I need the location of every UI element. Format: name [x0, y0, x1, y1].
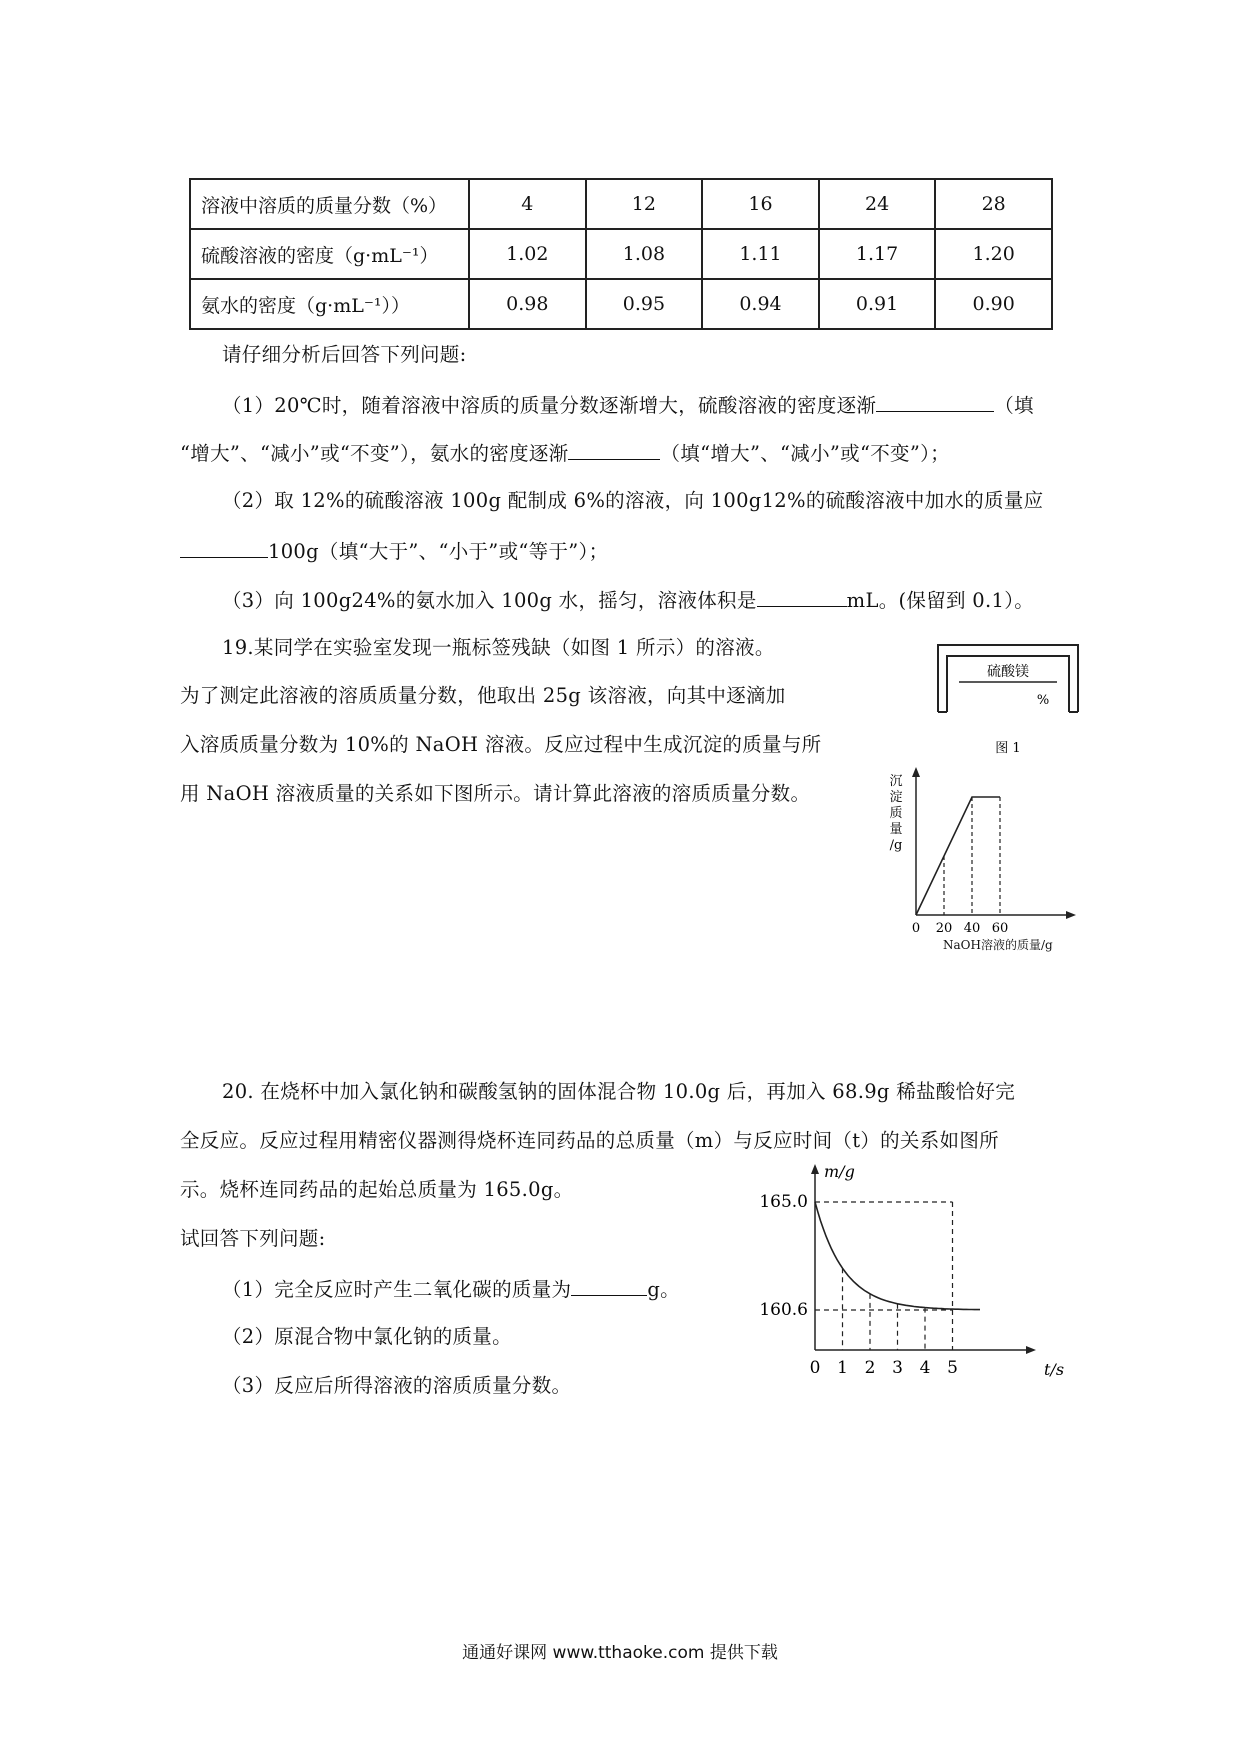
y-label-char: 淀 — [889, 790, 903, 805]
x-tick-label: 2 — [864, 1358, 876, 1378]
density-table — [189, 178, 1053, 330]
table-cell: 12 — [586, 179, 703, 229]
y-label-char: 沉 — [889, 774, 903, 789]
x-axis-arrow — [1066, 911, 1076, 919]
table-cell: 0.91 — [819, 279, 936, 329]
x-tick-label: 40 — [963, 921, 981, 936]
table-cell: 1.11 — [702, 229, 819, 279]
table-cell: 4 — [469, 179, 586, 229]
answer-blank[interactable] — [568, 437, 660, 460]
q18-text: （填 — [994, 394, 1034, 417]
table-cell: 氨水的密度（g·mL⁻¹）） — [190, 279, 469, 329]
label-name: 硫酸镁 — [987, 664, 1029, 680]
q19-line1: 19.某同学在实验室发现一瓶标签残缺（如图 1 所示）的溶液。 — [222, 636, 775, 659]
answer-blank[interactable] — [757, 584, 847, 607]
x-axis-label: t/s — [1044, 1360, 1065, 1379]
y-axis-arrow — [912, 767, 920, 777]
x-tick-label: 5 — [947, 1358, 958, 1378]
x-tick-label: 1 — [837, 1358, 848, 1378]
y-tick-label: 165.0 — [759, 1192, 808, 1212]
answer-blank[interactable] — [180, 535, 268, 558]
q18-text: （1）20℃时，随着溶液中溶质的质量分数逐渐增大，硫酸溶液的密度逐渐 — [222, 394, 877, 417]
page-footer: 通通好课网 www.tthaoke.com 提供下载 — [462, 1643, 778, 1663]
q19-line4: 用 NaOH 溶液质量的关系如下图所示。请计算此溶液的溶质质量分数。 — [180, 782, 811, 805]
table-row — [190, 179, 1052, 229]
q19-line2: 为了测定此溶液的溶质质量分数，他取出 25g 该溶液，向其中逐滴加 — [180, 684, 786, 707]
y-axis-arrow — [811, 1164, 819, 1174]
q18-text: （3）向 100g24%的氨水加入 100g 水，摇匀，溶液体积是 — [222, 589, 757, 612]
label-percent: % — [1036, 693, 1050, 708]
q20-text: （1）完全反应时产生二氧化碳的质量为 — [222, 1278, 572, 1301]
q20-part3: （3）反应后所得溶液的溶质质量分数。 — [222, 1374, 572, 1397]
q20-part2: （2）原混合物中氯化钠的质量。 — [222, 1325, 512, 1348]
q18-part3 — [222, 584, 1034, 616]
q18-text: 100g（填“大于”、“小于”或“等于”）； — [268, 540, 609, 563]
table-cell: 0.94 — [702, 279, 819, 329]
x-tick-label: 60 — [991, 921, 1009, 936]
table-cell: 1.17 — [819, 229, 936, 279]
table-cell: 0.95 — [586, 279, 703, 329]
table-cell: 16 — [702, 179, 819, 229]
x-tick-label: 0 — [809, 1358, 821, 1378]
y-tick-label: 160.6 — [759, 1300, 808, 1320]
x-tick-label: 4 — [919, 1358, 931, 1378]
q19-line3: 入溶质质量分数为 10%的 NaOH 溶液。反应过程中生成沉淀的质量与所 — [180, 733, 822, 756]
figure-caption: 图 1 — [995, 741, 1021, 756]
q18-intro: 请仔细分析后回答下列问题: — [222, 343, 467, 366]
table-cell: 24 — [819, 179, 936, 229]
table-row — [190, 279, 1052, 329]
reagent-bottle-label-figure — [935, 640, 1095, 760]
mass-series-line — [815, 1202, 980, 1310]
q18-part1-line1 — [222, 389, 1034, 421]
x-tick-label: 3 — [892, 1358, 903, 1378]
q20-line2: 全反应。反应过程用精密仪器测得烧杯连同药品的总质量（m）与反应时间（t）的关系如图所 — [180, 1129, 999, 1152]
y-label-char: 量 — [889, 822, 903, 837]
table-cell: 0.90 — [935, 279, 1052, 329]
q20-text: g。 — [647, 1278, 680, 1301]
table-cell: 28 — [935, 179, 1052, 229]
q18-part1-line2 — [180, 437, 950, 469]
table-row — [190, 229, 1052, 279]
x-axis-label: NaOH溶液的质量/g — [943, 938, 1053, 952]
q20-line4: 试回答下列问题: — [180, 1227, 326, 1250]
table-cell: 0.98 — [469, 279, 586, 329]
y-label-char: /g — [889, 838, 903, 853]
x-axis-arrow — [1026, 1346, 1036, 1354]
q18-part2-line2 — [180, 535, 608, 567]
y-label-char: 质 — [889, 806, 903, 821]
table-cell: 1.20 — [935, 229, 1052, 279]
q18-part2-line1: （2）取 12%的硫酸溶液 100g 配制成 6%的溶液，向 100g12%的硫酸溶液中加水的质量应 — [222, 489, 1044, 512]
q18-text: mL。(保留到 0.1）。 — [846, 589, 1035, 612]
table-cell: 1.08 — [586, 229, 703, 279]
answer-blank[interactable] — [571, 1273, 647, 1296]
mass-time-chart — [752, 1160, 1082, 1380]
q18-text: （填“增大”、“减小”或“不变”）； — [660, 442, 950, 465]
precipitate-mass-chart — [880, 765, 1080, 940]
y-axis-label: m/g — [824, 1162, 855, 1181]
x-tick-label: 20 — [935, 921, 953, 936]
precipitate-series-line — [916, 797, 1000, 915]
table-cell: 溶液中溶质的质量分数（%） — [190, 179, 469, 229]
x-tick-label: 0 — [911, 921, 921, 936]
table-cell: 1.02 — [469, 229, 586, 279]
answer-blank[interactable] — [876, 389, 994, 412]
q20-part1 — [222, 1273, 680, 1305]
table-cell: 硫酸溶液的密度（g·mL⁻¹） — [190, 229, 469, 279]
q18-text: “增大”、“减小”或“不变”），氨水的密度逐渐 — [180, 442, 569, 465]
q20-line1: 20. 在烧杯中加入氯化钠和碳酸氢钠的固体混合物 10.0g 后，再加入 68.9g 稀盐酸恰好完 — [222, 1080, 1016, 1103]
q20-line3: 示。烧杯连同药品的起始总质量为 165.0g。 — [180, 1178, 574, 1201]
